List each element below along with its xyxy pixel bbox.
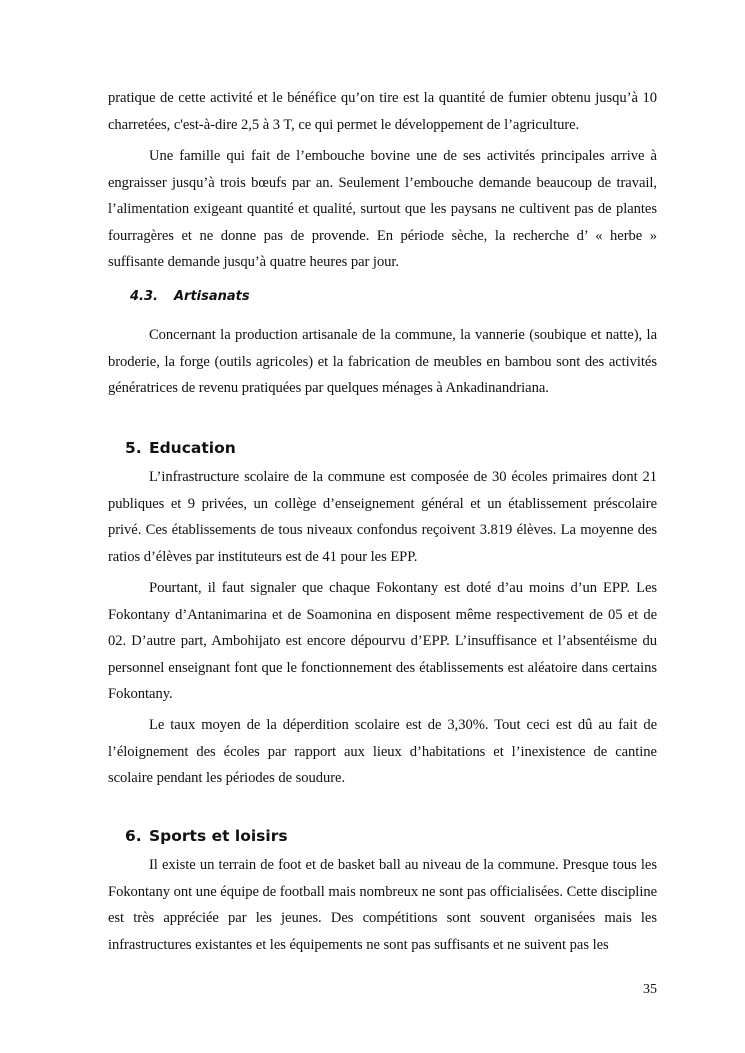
paragraph-block-6 bbox=[108, 712, 657, 792]
paragraph-block-3 bbox=[108, 322, 657, 402]
paragraph-block-4 bbox=[108, 464, 657, 570]
page-number: 35 bbox=[643, 982, 657, 997]
paragraph-infrastructure-scolaire: L’infrastructure scolaire de la commune est composée de 30 écoles primaires dont 21 publiques et 9 privées, un collège d’enseignement général et un établissement préscolaire privé. Ces établissements de tous niveaux confondus reçoivent 3.819 élèves. La moyenne des ratios d’élèves par instituteurs est de 41 pour les EPP. bbox=[108, 469, 657, 565]
section-title: Sports et loisirs bbox=[149, 827, 288, 845]
paragraph-sports: Il existe un terrain de foot et de basket ball au niveau de la commune. Presque tous les Fokontany ont une équipe de football mais nombreux ne sont pas officialisées. Cette discipline est très appréciée par les jeunes. Des compétitions sont souvent organisées mais les infrastructures existantes et les équipements ne sont pas suffisants et ne suivent pas les bbox=[108, 857, 657, 953]
paragraph-block-2 bbox=[108, 143, 657, 276]
paragraph-deperdition: Le taux moyen de la déperdition scolaire est de 3,30%. Tout ceci est dû au fait de l’éloignement des écoles par rapport aux lieux d’habitations et l’inexistence de cantine scolaire pendant les périodes de soudure. bbox=[108, 717, 657, 786]
paragraph-block-7 bbox=[108, 852, 657, 958]
section-number: 5. bbox=[125, 439, 142, 457]
section-number: 6. bbox=[125, 827, 142, 845]
section-heading-education bbox=[125, 439, 236, 457]
paragraph-fumier: pratique de cette activité et le bénéfice qu’on tire est la quantité de fumier obtenu jusqu’à 10 charretées, c'est-à-dire 2,5 à 3 T, ce qui permet le développement de l’agriculture. bbox=[108, 90, 657, 133]
paragraph-fokontany-epp: Pourtant, il faut signaler que chaque Fokontany est doté d’au moins d’un EPP. Les Fokontany d’Antanimarina et de Soamonina en disposent même respectivement de 05 et de 02. D’autre part, Ambohijato est encore dépourvu d’EPP. L’insuffisance et l’absentéisme du personnel enseignant font que le fonctionnement des établissements est aléatoire dans certains Fokontany. bbox=[108, 580, 657, 702]
section-title: Artisanats bbox=[174, 289, 250, 304]
paragraph-embouche: Une famille qui fait de l’embouche bovine une de ses activités principales arrive à engraisser jusqu’à trois bœufs par an. Seulement l’embouche demande beaucoup de travail, l’alimentation exigeant quantité et qualité, surtout que les paysans ne cultivent pas de plantes fourragères et ne donne pas de provende. En période sèche, la recherche d’ « herbe » suffisante demande jusqu’à quatre heures par jour. bbox=[108, 148, 657, 270]
section-number: 4.3. bbox=[130, 289, 158, 304]
paragraph-artisanat: Concernant la production artisanale de la commune, la vannerie (soubique et natte), la broderie, la forge (outils agricoles) et la fabrication de meubles en bambou sont des activités génératrices de revenu pratiquées par quelques ménages à Ankadinandriana. bbox=[108, 327, 657, 396]
paragraph-block-1 bbox=[108, 85, 657, 138]
section-heading-sports bbox=[125, 827, 288, 845]
paragraph-block-5 bbox=[108, 575, 657, 708]
section-title: Education bbox=[149, 439, 236, 457]
section-heading-artisanats bbox=[130, 289, 250, 304]
